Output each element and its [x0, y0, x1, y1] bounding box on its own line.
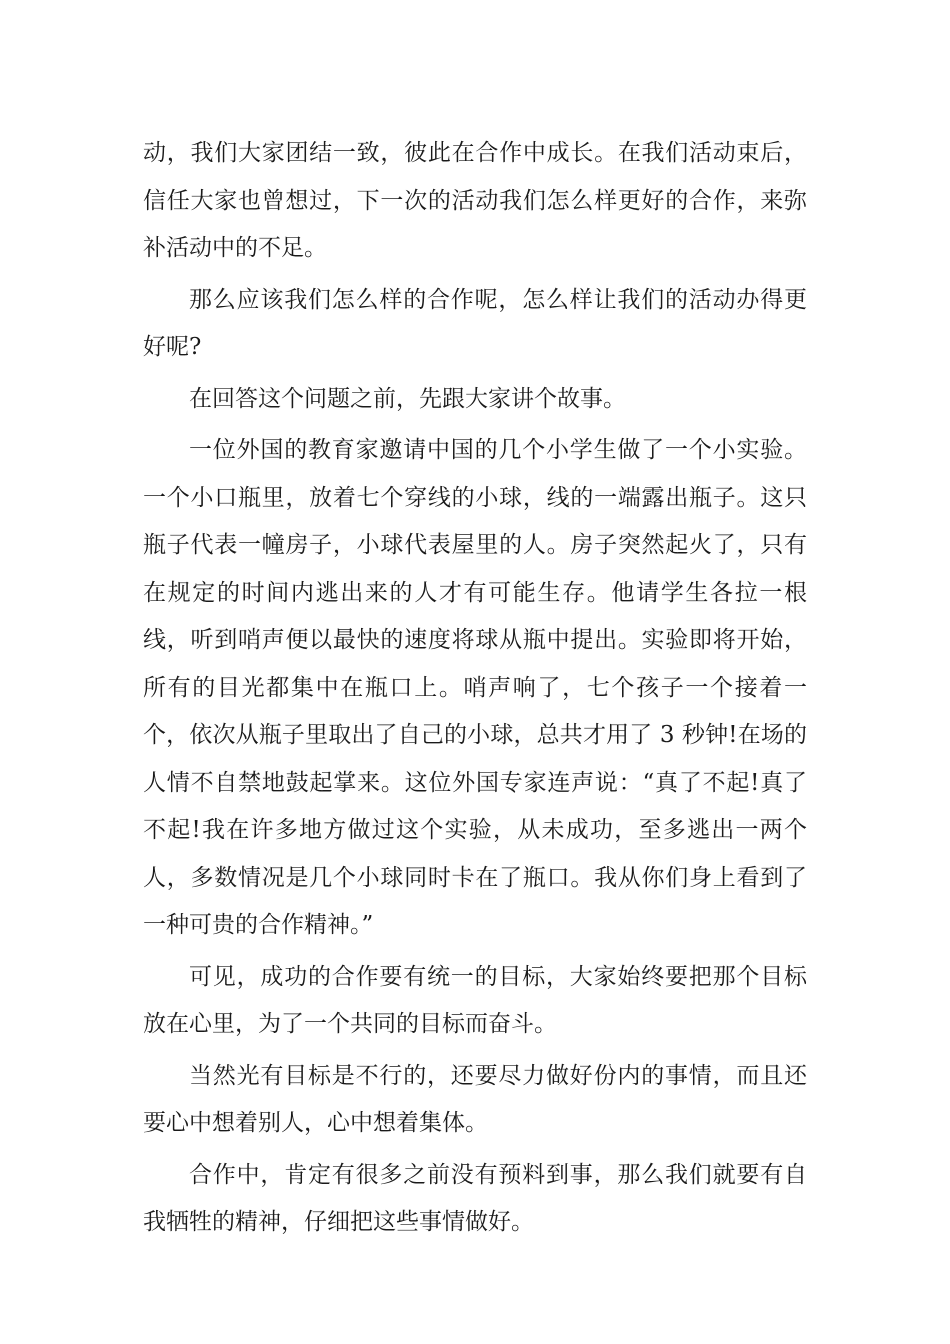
document-body [143, 130, 807, 1249]
paragraph-5: 可见，成功的合作要有统一的目标，大家始终要把那个目标放在心里，为了一个共同的目标而奋斗。 [143, 963, 807, 1037]
paragraph-4: 一位外国的教育家邀请中国的几个小学生做了一个小实验。一个小口瓶里，放着七个穿线的小球，线的一端露出瓶子。这只瓶子代表一幢房子，小球代表屋里的人。房子突然起火了，只有在规定的时间内逃出来的人才有可能生存。他请学生各拉一根线，听到哨声便以最快的速度将球从瓶中提出。实验即将开始，所有的目光都集中在瓶口上。哨声响了，七个孩子一个接着一个，依次从瓶子里取出了自己的小球，总共才用了 3 秒钟!在场的人情不自禁地鼓起掌来。这位外国专家连声说：“真了不起!真了不起!我在许多地方做过这个实验，从未成功，至多逃出一两个人，多数情况是几个小球同时卡在了瓶口。我从你们身上看到了一种可贵的合作精神。” [143, 437, 807, 938]
paragraph-2: 那么应该我们怎么样的合作呢，怎么样让我们的活动办得更好呢? [143, 286, 807, 360]
paragraph-3: 在回答这个问题之前，先跟大家讲个故事。 [189, 385, 626, 412]
paragraph-1: 动，我们大家团结一致，彼此在合作中成长。在我们活动束后，信任大家也曾想过，下一次的活动我们怎么样更好的合作，来弥补活动中的不足。 [143, 140, 807, 261]
paragraph-6: 当然光有目标是不行的，还要尽力做好份内的事情，而且还要心中想着别人，心中想着集体。 [143, 1062, 807, 1136]
paragraph-7: 合作中，肯定有很多之前没有预料到事，那么我们就要有自我牺牲的精神，仔细把这些事情做好。 [143, 1161, 807, 1235]
